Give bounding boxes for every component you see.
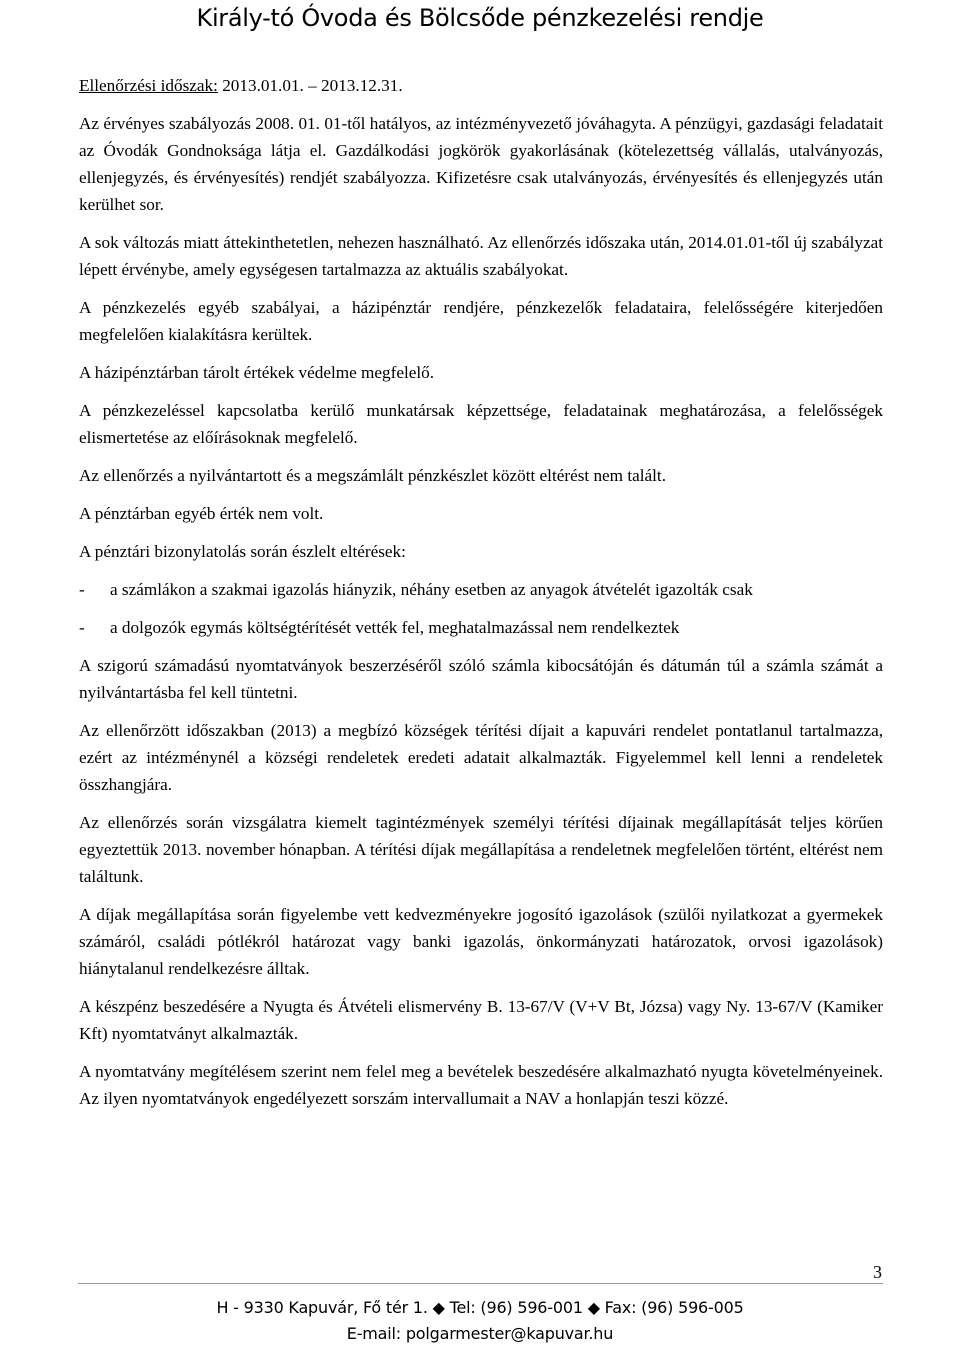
paragraph-strict-forms: A szigorú számadású nyomtatványok beszerzéséről szóló számla kibocsátóján és dátumán túl a számla számát a nyilvántartásba fel kell tüntetni. [79,656,883,702]
paragraph-fee-check: Az ellenőrzés során vizsgálatra kiemelt tagintézmények személyi térítési díjainak megállapítását teljes körűen egyeztettük 2013. november hónapban. A térítési díjak megállapítása a rendeletnek megfelelően történt, eltérést nem találtunk. [79,813,883,886]
audit-period-line [79,72,883,99]
paragraph-discrepancies-intro: A pénztári bizonylatolás során észlelt eltérések: [79,542,406,561]
paragraph-staff: A pénzkezeléssel kapcsolatba kerülő munkatársak képzettsége, feladatainak meghatározása, a felelősségek elismertetése az előírásoknak megfelelő. [79,401,883,447]
paragraph-other-rules: A pénzkezelés egyéb szabályai, a házipénztár rendjére, pénzkezelők feladataira, felelősségére kiterjedően megfelelően kialakításra kerültek. [79,298,883,344]
paragraph-receipts: A készpénz beszedésére a Nyugta és Átvételi elismervény B. 13-67/V (V+V Bt, Józsa) vagy Ny. 13-67/V (Kamiker Kft) nyomtatványt alkalmazták. [79,997,883,1043]
page-number: 3 [873,1262,882,1282]
paragraph-protection: A házipénztárban tárolt értékek védelme megfelelő. [79,363,435,382]
list-item [79,576,883,603]
document-body [79,72,883,1123]
audit-period-value: 2013.01.01. – 2013.12.31. [217,76,403,95]
footer-email: E-mail: polgarmester@kapuvar.hu [346,1324,614,1343]
paragraph-nav: A nyomtatvány megítélésem szerint nem felel meg a bevételek beszedésére alkalmazható nyugta követelményeinek. Az ilyen nyomtatványok engedélyezett sorszám intervallumait a NAV a honlapján teszi közzé. [79,1062,883,1108]
paragraph-other-values: A pénztárban egyéb érték nem volt. [79,504,324,523]
paragraph-new-regulation: A sok változás miatt áttekinthetetlen, nehezen használható. Az ellenőrzés időszaka után, 2014.01.01-től új szabályzat lépett érvénybe, amely egységesen tartalmazza az aktuális szabályokat. [79,233,883,279]
list-item-text: a számlákon a szakmai igazolás hiányzik, néhány esetben az anyagok átvételét igazolták csak [110,580,753,599]
audit-period-label: Ellenőrzési időszak: [79,76,218,95]
footer-address: H - 9330 Kapuvár, Fő tér 1. ◆ Tel: (96) 596-001 ◆ Fax: (96) 596-005 [216,1298,744,1317]
document-header-title: Király-tó Óvoda és Bölcsőde pénzkezelési rendje [196,4,764,32]
paragraph-fees: Az ellenőrzött időszakban (2013) a megbízó községek térítési díjait a kapuvári rendelet pontatlanul tartalmazza, ezért az intézménynél a községi rendeletek eredeti adatait alkalmazták. Figyelemmel kell lenni a rendeletek összhangjára. [79,721,883,794]
list-item-text: a dolgozók egymás költségtérítését vették fel, meghatalmazással nem rendelkeztek [110,618,680,637]
bullet-marker: - [79,580,85,599]
list-item [79,614,883,641]
footer-divider [78,1283,883,1284]
paragraph-cash-count: Az ellenőrzés a nyilvántartott és a megszámlált pénzkészlet között eltérést nem talált. [79,466,667,485]
paragraph-regulation: Az érvényes szabályozás 2008. 01. 01-től hatályos, az intézményvezető jóváhagyta. A pénzügyi, gazdasági feladatait az Óvodák Gondnoksága látja el. Gazdálkodási jogkörök gyakorlásának (kötelezettség vállalás, utalványozás, ellenjegyzés, és érvényesítés) rendjét szabályozza. Kifizetésre csak utalványozás, érvényesítés és ellenjegyzés után kerülhet sor. [79,114,883,214]
paragraph-discounts: A díjak megállapítása során figyelembe vett kedvezményekre jogosító igazolások (szülői nyilatkozat a gyermekek számáról, családi pótlékról határozat vagy banki igazolás, önkormányzati határozatok, orvosi igazolások) hiánytalanul rendelkezésre álltak. [79,905,883,978]
bullet-marker: - [79,618,85,637]
